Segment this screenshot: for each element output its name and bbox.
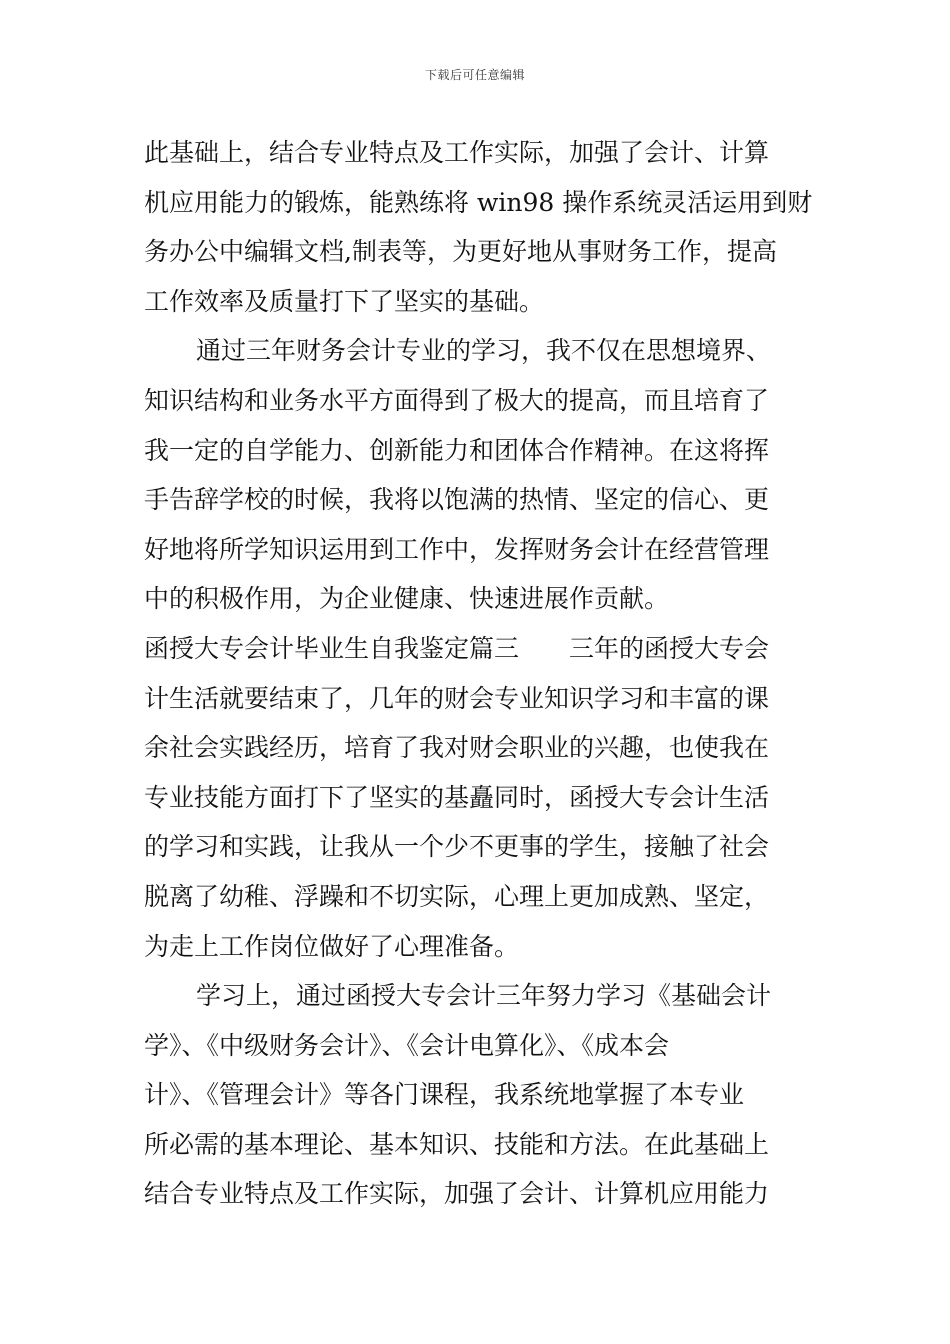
text-line: 学》、《中级财务会计》、《会计电算化》、《成本会 <box>144 1030 670 1060</box>
text-line: 为走上工作岗位做好了心理准备。 <box>144 931 520 961</box>
section-heading-line: 函授大专会计毕业生自我鉴定篇三 三年的函授大专会 <box>144 633 770 663</box>
text-line: 务办公中编辑文档,制表等，为更好地从事财务工作，提高 <box>144 237 777 267</box>
text-line: 计生活就要结束了，几年的财会专业知识学习和丰富的课 <box>144 683 770 713</box>
document-body <box>144 128 813 1219</box>
text-line: 结合专业特点及工作实际，加强了会计、计算机应用能力 <box>144 1179 770 1209</box>
page-header: 下载后可任意编辑 <box>424 68 525 82</box>
paragraph-first-line: 学习上，通过函授大专会计三年努力学习《基础会计 <box>196 981 772 1011</box>
text-line: 此基础上，结合专业特点及工作实际，加强了会计、计算 <box>144 138 770 167</box>
text-line: 知识结构和业务水平方面得到了极大的提高，而且培育了 <box>144 385 770 415</box>
text-line: 好地将所学知识运用到工作中，发挥财务会计在经营管理 <box>144 534 770 564</box>
text-line: 中的积极作用，为企业健康、快速进展作贡献。 <box>144 584 670 614</box>
text-line: 计》、《管理会计》等各门课程，我系统地掌握了本专业 <box>144 1080 745 1110</box>
text-line: 工作效率及质量打下了坚实的基础。 <box>144 286 545 316</box>
text-line: 专业技能方面打下了坚实的基矗同时，函授大专会计生活 <box>144 782 770 812</box>
text-line: 所必需的基本理论、基本知识、技能和方法。在此基础上 <box>144 1129 770 1159</box>
text-line: 脱离了幼稚、浮躁和不切实际，心理上更加成熟、坚定， <box>144 881 770 911</box>
text-line: 的学习和实践，让我从一个少不更事的学生，接触了社会 <box>144 832 770 862</box>
text-line: 余社会实践经历，培育了我对财会职业的兴趣，也使我在 <box>144 733 770 763</box>
text-line: 手告辞学校的时候，我将以饱满的热情、坚定的信心、更 <box>144 485 770 515</box>
paragraph-first-line: 通过三年财务会计专业的学习，我不仅在思想境界、 <box>196 336 772 366</box>
text-line: 我一定的自学能力、创新能力和团体合作精神。在这将挥 <box>144 435 770 465</box>
text-line: 机应用能力的锻炼，能熟练将 win98 操作系统灵活运用到财 <box>144 187 813 217</box>
